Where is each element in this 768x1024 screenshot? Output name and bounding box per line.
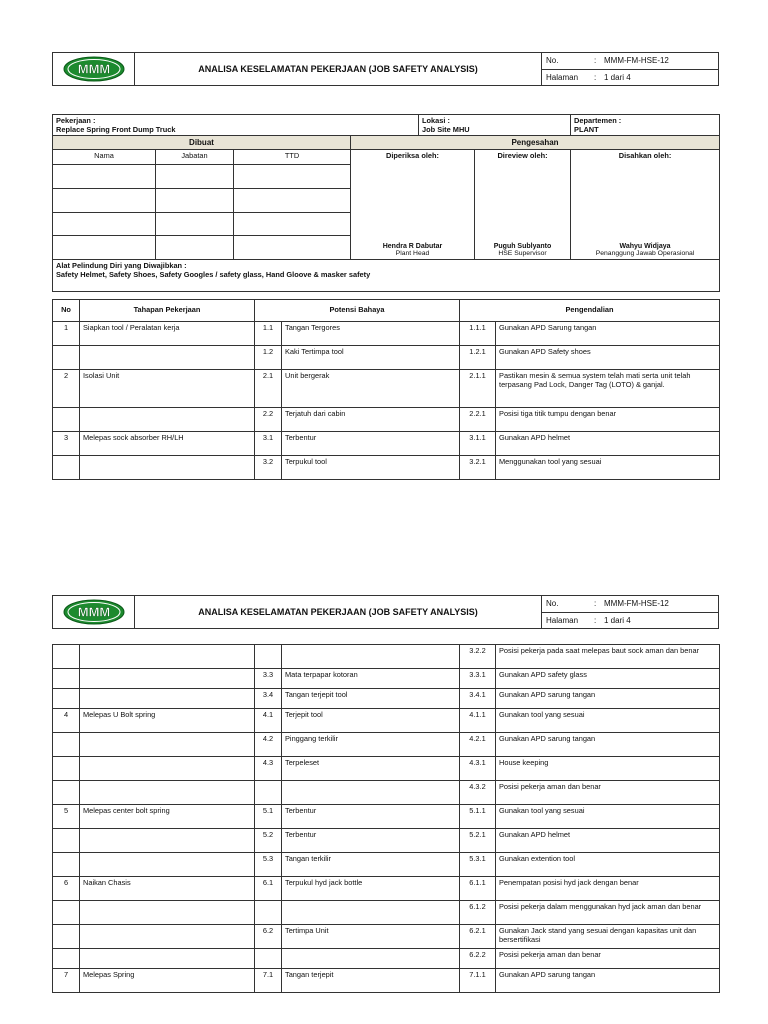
control-text: Posisi pekerja aman dan benar [496,781,720,805]
job-step: Melepas U Bolt spring [80,709,255,733]
step-number [53,669,80,689]
table-row [53,456,720,480]
control-text: Gunakan APD Safety shoes [496,346,720,370]
page-label: Halaman [546,615,579,625]
hazard-text: Terpukul hyd jack bottle [282,877,460,901]
doc-no-value: MMM-FM-HSE-12 [604,599,669,609]
control-number: 1.1.1 [460,322,496,346]
step-number: 7 [53,969,80,993]
hazard-text [282,645,460,669]
job-step [80,408,255,432]
hazard-number: 4.3 [255,757,282,781]
hazard-number: 6.2 [255,925,282,949]
step-number [53,346,80,370]
reviewer-role: HSE Supervisor [498,250,547,257]
header-hazard: Potensi Bahaya [255,300,460,322]
checked-by-cell [351,150,475,260]
job-step [80,757,255,781]
control-text: Gunakan extention tool [496,853,720,877]
control-text: Gunakan tool yang sesuai [496,805,720,829]
hazard-number: 2.1 [255,370,282,408]
hazard-text [282,781,460,805]
table-row [53,733,720,757]
job-step [80,733,255,757]
col-position: Jabatan [156,150,234,165]
control-number: 6.2.2 [460,949,496,969]
table-row [53,669,720,689]
control-number: 3.2.1 [460,456,496,480]
location-value: Job Site MHU [422,125,470,134]
step-number [53,733,80,757]
blank-cell [156,188,234,212]
job-step [80,853,255,877]
control-text: Gunakan Jack stand yang sesuai dengan kapasitas unit dan bersertifikasi [496,925,720,949]
page-value: 1 dari 4 [604,615,631,625]
table-row [53,370,720,408]
hazard-number: 2.2 [255,408,282,432]
document-meta [541,53,718,85]
hazard-number [255,901,282,925]
hazard-text: Tangan terjepit [282,969,460,993]
checker-name: Hendra R Dabutar [382,243,443,250]
doc-no-value: MMM-FM-HSE-12 [604,56,669,66]
ppe-cell [53,260,720,292]
job-value: Replace Spring Front Dump Truck [56,125,176,134]
job-step [80,645,255,669]
control-text: Gunakan APD safety glass [496,669,720,689]
jsa-table-page1 [52,299,720,480]
department-cell [571,115,720,136]
control-text: House keeping [496,757,720,781]
hazard-text: Terbentur [282,805,460,829]
step-number: 4 [53,709,80,733]
control-number: 1.2.1 [460,346,496,370]
separator: : [594,56,597,66]
step-number [53,757,80,781]
job-step [80,689,255,709]
step-number [53,781,80,805]
table-row [53,853,720,877]
step-number [53,645,80,669]
control-number: 2.2.1 [460,408,496,432]
step-number [53,456,80,480]
checked-by-label: Diperiksa oleh: [386,151,439,160]
table-row [53,901,720,925]
table-row [53,969,720,993]
step-number [53,829,80,853]
hazard-number [255,645,282,669]
job-step [80,669,255,689]
hazard-text: Unit bergerak [282,370,460,408]
control-number: 6.1.1 [460,877,496,901]
reviewer-name: Puguh Sublyanto [493,243,552,250]
step-number [53,901,80,925]
hazard-number: 3.3 [255,669,282,689]
hazard-number: 1.2 [255,346,282,370]
table-row [53,322,720,346]
control-number: 4.1.1 [460,709,496,733]
table-row [53,408,720,432]
blank-cell [53,165,156,189]
step-number: 1 [53,322,80,346]
job-step: Melepas Spring [80,969,255,993]
blank-cell [156,165,234,189]
header-job-step: Tahapan Pekerjaan [80,300,255,322]
job-step: Siapkan tool / Peralatan kerja [80,322,255,346]
separator: : [594,615,597,625]
job-step [80,346,255,370]
document-header-page2 [52,595,719,629]
control-text: Gunakan APD helmet [496,829,720,853]
control-text: Gunakan APD sarung tangan [496,689,720,709]
blank-cell [234,212,351,236]
hazard-text: Tangan terkilir [282,853,460,877]
approver-name: Wahyu Widjaya [619,243,671,250]
control-number: 4.3.1 [460,757,496,781]
control-text: Gunakan APD sarung tangan [496,733,720,757]
logo-text: MMM [77,604,110,620]
control-number: 6.2.1 [460,925,496,949]
hazard-text: Terbentur [282,432,460,456]
control-number: 5.1.1 [460,805,496,829]
hazard-text: Pinggang terkilir [282,733,460,757]
job-info-table [52,114,720,292]
table-row [53,689,720,709]
hazard-text: Terjatuh dari cabin [282,408,460,432]
approved-by-label: Disahkan oleh: [618,151,672,160]
job-step [80,925,255,949]
table-row [53,432,720,456]
control-text: Gunakan tool yang sesuai [496,709,720,733]
control-number: 3.3.1 [460,669,496,689]
hazard-number [255,781,282,805]
hazard-number: 5.3 [255,853,282,877]
reviewed-by-label: Direview oleh: [497,151,548,160]
table-row [53,781,720,805]
control-text: Menggunakan tool yang sesuai [496,456,720,480]
step-number: 2 [53,370,80,408]
control-number: 7.1.1 [460,969,496,993]
job-step [80,901,255,925]
hazard-text [282,901,460,925]
control-number: 2.1.1 [460,370,496,408]
job-cell [53,115,419,136]
control-text: Pastikan mesin & semua system telah mati serta unit telah terpasang Pad Lock, Danger Tag (LOTO) & ganjal. [496,370,720,408]
header-control: Pengendalian [460,300,720,322]
control-number: 3.2.2 [460,645,496,669]
approved-by-cell [571,150,720,260]
reviewed-by-cell [475,150,571,260]
hazard-text: Terbentur [282,829,460,853]
blank-cell [156,236,234,260]
company-logo [53,596,135,628]
hazard-text [282,949,460,969]
hazard-text: Terpeleset [282,757,460,781]
step-number: 3 [53,432,80,456]
control-text: Gunakan APD helmet [496,432,720,456]
hazard-text: Tangan Tergores [282,322,460,346]
page-value: 1 dari 4 [604,72,631,82]
blank-cell [234,236,351,260]
document-header [52,52,719,86]
logo-text: MMM [77,61,110,77]
job-label: Pekerjaan : [56,116,96,125]
hazard-number: 3.2 [255,456,282,480]
hazard-number: 3.1 [255,432,282,456]
hazard-text: Tangan terjepit tool [282,689,460,709]
control-number: 6.1.2 [460,901,496,925]
table-row [53,709,720,733]
step-number [53,949,80,969]
department-label: Departemen : [574,116,622,125]
header-no: No [53,300,80,322]
step-number [53,925,80,949]
job-step: Melepas sock absorber RH/LH [80,432,255,456]
control-text: Posisi pekerja dalam menggunakan hyd jack aman dan benar [496,901,720,925]
jsa-table-page2 [52,644,720,993]
document-meta [541,596,718,628]
table-row [53,645,720,669]
control-text: Posisi pekerja aman dan benar [496,949,720,969]
step-number [53,853,80,877]
table-row [53,829,720,853]
job-step [80,781,255,805]
ppe-value: Safety Helmet, Safety Shoes, Safety Googles / safety glass, Hand Gloove & masker safety [56,270,371,279]
mmm-logo-icon [63,599,125,625]
document-title: ANALISA KESELAMATAN PEKERJAAN (JOB SAFETY ANALYSIS) [198,607,478,617]
control-number: 5.3.1 [460,853,496,877]
separator: : [594,72,597,82]
control-text: Penempatan posisi hyd jack dengan benar [496,877,720,901]
page-label: Halaman [546,72,579,82]
location-cell [419,115,571,136]
control-number: 4.2.1 [460,733,496,757]
approver-role: Penanggung Jawab Operasional [595,250,695,257]
doc-no-label: No. [546,599,559,609]
job-step [80,829,255,853]
blank-cell [234,165,351,189]
hazard-number: 3.4 [255,689,282,709]
control-text: Posisi pekerja pada saat melepas baut sock aman dan benar [496,645,720,669]
table-row [53,877,720,901]
hazard-text: Mata terpapar kotoran [282,669,460,689]
step-number: 6 [53,877,80,901]
department-value: PLANT [574,125,599,134]
mmm-logo-icon [63,56,125,82]
ppe-label: Alat Pelindung Diri yang Diwajibkan : [56,261,187,270]
hazard-number [255,949,282,969]
hazard-number: 7.1 [255,969,282,993]
document-title: ANALISA KESELAMATAN PEKERJAAN (JOB SAFETY ANALYSIS) [198,64,478,74]
hazard-text: Terjepit tool [282,709,460,733]
doc-no-label: No. [546,56,559,66]
col-signature: TTD [234,150,351,165]
approval-header: Pengesahan [351,136,720,150]
control-number: 3.4.1 [460,689,496,709]
job-step [80,456,255,480]
table-row [53,925,720,949]
company-logo [53,53,135,85]
table-row [53,346,720,370]
location-label: Lokasi : [422,116,450,125]
step-number: 5 [53,805,80,829]
table-row [53,757,720,781]
hazard-number: 1.1 [255,322,282,346]
blank-cell [53,212,156,236]
hazard-number: 6.1 [255,877,282,901]
table-row [53,949,720,969]
hazard-number: 4.1 [255,709,282,733]
hazard-number: 5.1 [255,805,282,829]
checker-role: Plant Head [395,250,430,257]
blank-cell [234,188,351,212]
hazard-text: Kaki Tertimpa tool [282,346,460,370]
control-number: 5.2.1 [460,829,496,853]
job-step: Naikan Chasis [80,877,255,901]
col-name: Nama [53,150,156,165]
job-step [80,949,255,969]
table-row [53,805,720,829]
job-step: Isolasi Unit [80,370,255,408]
control-text: Gunakan APD sarung tangan [496,969,720,993]
blank-cell [53,236,156,260]
separator: : [594,599,597,609]
hazard-number: 4.2 [255,733,282,757]
hazard-text: Tertimpa Unit [282,925,460,949]
control-number: 4.3.2 [460,781,496,805]
step-number [53,408,80,432]
prepared-by-header: Dibuat [53,136,351,150]
control-text: Gunakan APD Sarung tangan [496,322,720,346]
blank-cell [53,188,156,212]
hazard-number: 5.2 [255,829,282,853]
control-text: Posisi tiga titik tumpu dengan benar [496,408,720,432]
hazard-text: Terpukul tool [282,456,460,480]
control-number: 3.1.1 [460,432,496,456]
blank-cell [156,212,234,236]
job-step: Melepas center bolt spring [80,805,255,829]
step-number [53,689,80,709]
